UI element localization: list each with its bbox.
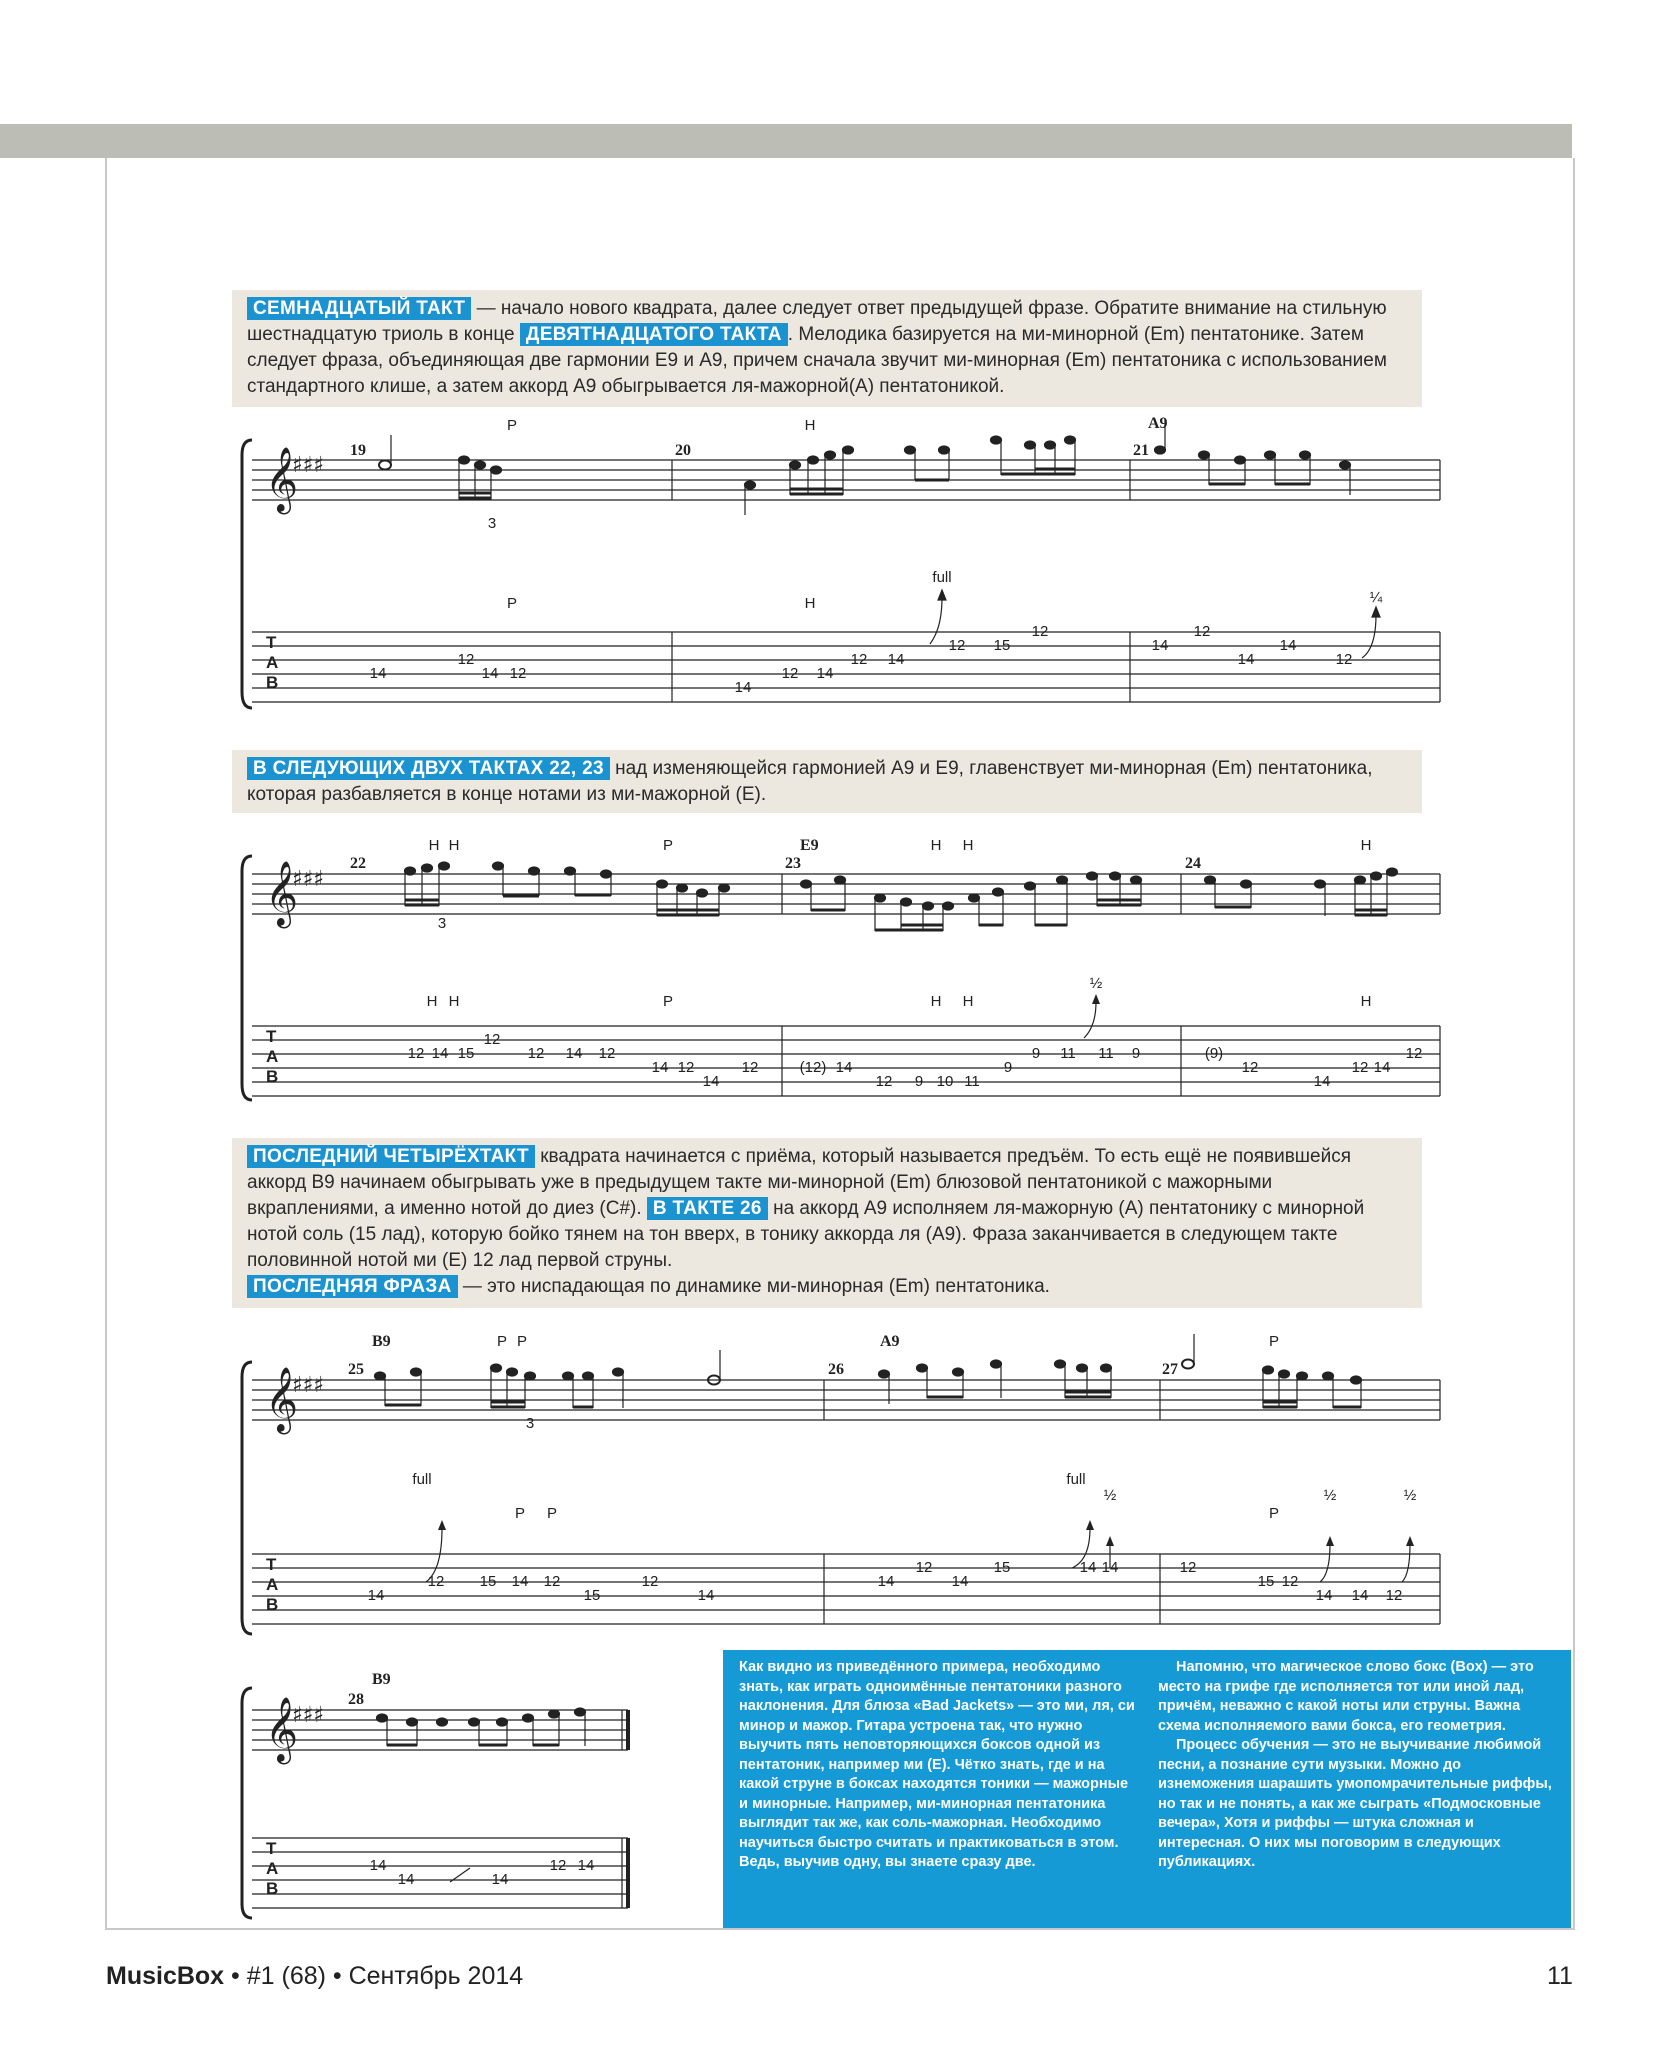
measure-number: 27 bbox=[1162, 1361, 1178, 1378]
tab-number: 14 bbox=[816, 665, 834, 682]
notation-system-3 bbox=[230, 1322, 1450, 1637]
tab-number: 15 bbox=[479, 1573, 497, 1590]
tab-number: (9) bbox=[1204, 1045, 1224, 1062]
tab-number: 9 bbox=[1031, 1045, 1041, 1062]
paragraph-text: квадрата начинается с приёма, который называется предъём. То есть ещё не появившейся аккорд B9 начинаем обыгрывать уже в предыдущем такте ми-минорной (Em) блюзовой пентатоникой с мажорными вкраплениями, а именно нотой до диез (C#). bbox=[247, 1146, 1352, 1219]
chord-symbol: E9 bbox=[800, 837, 819, 854]
svg-text:𝄞: 𝄞 bbox=[265, 1367, 299, 1432]
info-paragraph: Напомню, что магическое слово бокс (Box) — это место на грифе где исполняется тот или иной лад, причём, неважно с какой ноты или струны. Важна схема исполняемого вами бокса, его геометрия. bbox=[1158, 1659, 1534, 1734]
technique-mark: P bbox=[662, 837, 674, 854]
technique-mark: H bbox=[448, 837, 460, 854]
svg-text:B: B bbox=[266, 1879, 279, 1898]
notation-system-4 bbox=[230, 1668, 650, 1924]
tab-number: 14 bbox=[734, 679, 752, 696]
tab-number: 12 bbox=[875, 1073, 893, 1090]
tab-number: 10 bbox=[936, 1073, 954, 1090]
tab-number: 12 bbox=[1031, 623, 1049, 640]
tab-number: 12 bbox=[1405, 1045, 1423, 1062]
tab-number: 12 bbox=[850, 651, 868, 668]
tab-number: 14 bbox=[1315, 1587, 1333, 1604]
highlight-measure-19: ДЕВЯТНАДЦАТОГО ТАКТА bbox=[520, 323, 788, 346]
tab-number: 12 bbox=[509, 665, 527, 682]
tab-number: 15 bbox=[993, 1559, 1011, 1576]
tab-number: 12 bbox=[915, 1559, 933, 1576]
text-block-1 bbox=[232, 290, 1422, 407]
technique-mark: P bbox=[516, 1333, 528, 1350]
measure-number: 26 bbox=[828, 1361, 844, 1378]
chord-symbol: B9 bbox=[372, 1671, 391, 1688]
notation-system-1 bbox=[230, 410, 1450, 720]
page-number: 11 bbox=[1547, 1962, 1573, 1990]
svg-text:𝄞: 𝄞 bbox=[265, 861, 299, 926]
magazine-title: MusicBox bbox=[106, 1962, 225, 1990]
technique-mark: P bbox=[662, 993, 674, 1010]
tab-number: 14 bbox=[511, 1573, 529, 1590]
tab-number: 12 bbox=[677, 1059, 695, 1076]
svg-text:A: A bbox=[266, 1047, 279, 1066]
tab-number: 12 bbox=[527, 1045, 545, 1062]
tuplet-number: 3 bbox=[437, 915, 447, 932]
tab-number: 14 bbox=[877, 1573, 895, 1590]
svg-text:A: A bbox=[266, 653, 279, 672]
technique-mark: H bbox=[428, 837, 440, 854]
svg-text:A: A bbox=[266, 1859, 279, 1878]
footer-issue-info bbox=[106, 1962, 523, 1991]
measure-number: 24 bbox=[1185, 855, 1201, 872]
info-paragraph: Процесс обучения — это не выучивание любимой песни, а познание сути музыки. Можно до изнеможения шарашить умопомрачительные риффы, но так и не понять, а как же сыграть «Подмосковные вечера», Хотя и риффы — штука сложная и интересная. О них мы поговорим в следующих публикациях. bbox=[1158, 1737, 1552, 1870]
tuplet-number: 3 bbox=[487, 515, 497, 532]
text-block-2 bbox=[232, 750, 1422, 813]
tab-number: 12 bbox=[641, 1573, 659, 1590]
text-block-3 bbox=[232, 1138, 1422, 1308]
technique-mark: P bbox=[514, 1505, 526, 1522]
tab-number: 14 bbox=[369, 665, 387, 682]
tab-number: 9 bbox=[1003, 1059, 1013, 1076]
svg-text:𝄞: 𝄞 bbox=[265, 1697, 299, 1762]
technique-mark: H bbox=[804, 595, 816, 612]
technique-mark: H bbox=[448, 993, 460, 1010]
tab-number: 14 bbox=[1351, 1587, 1369, 1604]
notation-system-2 bbox=[230, 836, 1450, 1111]
tab-number: 14 bbox=[697, 1587, 715, 1604]
svg-text:𝄞: 𝄞 bbox=[265, 447, 299, 512]
svg-text:A: A bbox=[266, 1575, 279, 1594]
measure-number: 25 bbox=[348, 1361, 364, 1378]
tab-number: 14 bbox=[887, 651, 905, 668]
tab-number: 12 bbox=[1193, 623, 1211, 640]
tab-number: 12 bbox=[1179, 1559, 1197, 1576]
tab-number: 14 bbox=[1279, 637, 1297, 654]
tab-number: 14 bbox=[951, 1573, 969, 1590]
tab-number: 12 bbox=[948, 637, 966, 654]
tab-number: 14 bbox=[397, 1871, 415, 1888]
measure-number: 19 bbox=[350, 442, 366, 459]
bend-label: ½ bbox=[1403, 1487, 1417, 1504]
svg-text:♯♯♯: ♯♯♯ bbox=[292, 453, 324, 478]
tab-number: 12 bbox=[1241, 1059, 1259, 1076]
tab-number: 14 bbox=[577, 1857, 595, 1874]
technique-mark: P bbox=[1268, 1333, 1280, 1350]
highlight-measure-17: СЕМНАДЦАТЫЙ ТАКТ bbox=[247, 297, 471, 320]
technique-mark: P bbox=[496, 1333, 508, 1350]
info-column-left bbox=[739, 1658, 1136, 1920]
technique-mark: H bbox=[1360, 993, 1372, 1010]
tab-number: 14 bbox=[702, 1073, 720, 1090]
chord-symbol: A9 bbox=[880, 1333, 900, 1350]
svg-text:♯♯♯: ♯♯♯ bbox=[292, 1703, 324, 1728]
tab-number: 12 bbox=[1281, 1573, 1299, 1590]
tab-number: 12 bbox=[1351, 1059, 1369, 1076]
measure-number: 21 bbox=[1133, 442, 1149, 459]
tab-number: 14 bbox=[369, 1857, 387, 1874]
technique-mark: P bbox=[1268, 1505, 1280, 1522]
svg-text:B: B bbox=[266, 1067, 279, 1086]
bend-label: full bbox=[1066, 1471, 1086, 1488]
technique-mark: P bbox=[546, 1505, 558, 1522]
info-column-right bbox=[1158, 1658, 1555, 1920]
svg-text:T: T bbox=[266, 1027, 277, 1046]
technique-mark: H bbox=[962, 993, 974, 1010]
tab-number: 9 bbox=[1131, 1045, 1141, 1062]
technique-mark: P bbox=[506, 595, 518, 612]
tab-number: 14 bbox=[481, 665, 499, 682]
bend-label: ½ bbox=[1103, 1487, 1117, 1504]
technique-mark: H bbox=[962, 837, 974, 854]
tab-number: 12 bbox=[407, 1045, 425, 1062]
svg-text:T: T bbox=[266, 633, 277, 652]
tuplet-number: 3 bbox=[525, 1415, 535, 1432]
tab-number: 14 bbox=[835, 1059, 853, 1076]
tab-number: 15 bbox=[993, 637, 1011, 654]
tab-number: (12) bbox=[799, 1059, 827, 1076]
paragraph-text: на аккорд A9 исполняем ля-мажорную (A) пентатонику с минорной нотой соль (15 лад), которую бойко тянем на тон вверх, в тонику аккорда ля (A9). Фраза заканчивается в следующем такте половинной нотой ми (E) 12 лад первой струны. bbox=[247, 1198, 1365, 1271]
highlight-measures-22-23: В СЛЕДУЮЩИХ ДВУХ ТАКТАХ 22, 23 bbox=[247, 757, 610, 780]
paragraph-text: — это ниспадающая по динамике ми-минорная (Em) пентатоника. bbox=[457, 1276, 1050, 1297]
measure-number: 23 bbox=[785, 855, 801, 872]
bend-label: ¼ bbox=[1369, 589, 1383, 606]
technique-mark: H bbox=[1360, 837, 1372, 854]
measure-number: 28 bbox=[348, 1691, 364, 1708]
tab-number: 14 bbox=[651, 1059, 669, 1076]
svg-text:♯♯♯: ♯♯♯ bbox=[292, 867, 324, 892]
tab-number: 15 bbox=[1257, 1573, 1275, 1590]
tab-number: 11 bbox=[964, 1073, 980, 1090]
tab-number: 14 bbox=[1237, 651, 1255, 668]
svg-text:T: T bbox=[266, 1839, 277, 1858]
info-paragraph: Как видно из приведённого примера, необходимо знать, как играть одноимённые пентатоники разного наклонения. Для блюза «Bad Jackets» — это ми, ля, си минор и мажор. Гитара устроена так, что нужно выучить пять неповторяющихся боксов одной из пентатоник, например ми (E). Чётко знать, где и на какой струне в боксах находятся тоники — мажорные и минорные. Например, ми-минорная пентатоника выглядит так же, как соль-мажорная. Необходимо научиться быстро считать и практиковаться в этом. Ведь, выучив одну, вы знаете сразу две. bbox=[739, 1659, 1135, 1870]
tab-number: 12 bbox=[598, 1045, 616, 1062]
tab-number: 12 bbox=[741, 1059, 759, 1076]
tab-number: 14 bbox=[431, 1045, 449, 1062]
tab-number: 15 bbox=[457, 1045, 475, 1062]
tab-number: 14 bbox=[1151, 637, 1169, 654]
highlight-measure-26: В ТАКТЕ 26 bbox=[647, 1197, 768, 1220]
tab-number: 14 bbox=[1313, 1073, 1331, 1090]
tab-number: 12 bbox=[543, 1573, 561, 1590]
technique-mark: H bbox=[930, 837, 942, 854]
tab-number: 12 bbox=[549, 1857, 567, 1874]
tab-number: 14 bbox=[565, 1045, 583, 1062]
tab-number: 12 bbox=[1335, 651, 1353, 668]
tab-number: 14 bbox=[1101, 1559, 1119, 1576]
svg-text:B: B bbox=[266, 673, 279, 692]
tab-number: 11 bbox=[1098, 1045, 1114, 1062]
tab-number: 12 bbox=[457, 651, 475, 668]
tab-number: 12 bbox=[427, 1573, 445, 1590]
measure-number: 22 bbox=[350, 855, 366, 872]
paragraph-text: над изменяющейся гармонией A9 и E9, главенствует ми-минорная (Em) пентатоника, которая разбавляется в конце нотами из ми-мажорной (E). bbox=[247, 758, 1373, 805]
tab-number: 14 bbox=[491, 1871, 509, 1888]
svg-text:B: B bbox=[266, 1595, 279, 1614]
svg-text:T: T bbox=[266, 1555, 277, 1574]
bend-label: full bbox=[932, 569, 952, 586]
highlight-last-phrase: ПОСЛЕДНЯЯ ФРАЗА bbox=[247, 1275, 458, 1298]
bend-label: ½ bbox=[1089, 975, 1103, 992]
highlight-last-four-bars: ПОСЛЕДНИЙ ЧЕТЫРЁХТАКТ bbox=[247, 1145, 535, 1168]
tab-number: 15 bbox=[583, 1587, 601, 1604]
tab-number: 12 bbox=[483, 1031, 501, 1048]
measure-number: 20 bbox=[675, 442, 691, 459]
info-box bbox=[723, 1650, 1571, 1928]
header-bar bbox=[0, 124, 1572, 158]
tab-number: 14 bbox=[1079, 1559, 1097, 1576]
tab-number: 12 bbox=[1385, 1587, 1403, 1604]
bend-label: full bbox=[412, 1471, 432, 1488]
issue-text: • #1 (68) • Сентябрь 2014 bbox=[224, 1962, 524, 1990]
tab-number: 14 bbox=[1373, 1059, 1391, 1076]
tab-number: 12 bbox=[781, 665, 799, 682]
tab-number: 9 bbox=[914, 1073, 924, 1090]
chord-symbol: A9 bbox=[1148, 415, 1168, 432]
bend-label: ½ bbox=[1323, 1487, 1337, 1504]
tab-number: 11 bbox=[1060, 1045, 1076, 1062]
paragraph-text: — начало нового квадрата, далее следует ответ предыдущей фразе. Обратите внимание на стильную шестнадцатую триоль в конце bbox=[247, 298, 1387, 345]
svg-text:♯♯♯: ♯♯♯ bbox=[292, 1373, 324, 1398]
paragraph-text: . Мелодика базируется на ми-минорной (Em) пентатонике. Затем следует фраза, объединяющая две гармонии E9 и A9, причем сначала звучит ми-минорная (Em) пентатоника с использованием стандартного клише, а затем аккорд A9 обыгрывается ля-мажорной(A) пентатоникой. bbox=[247, 324, 1387, 397]
technique-mark: H bbox=[804, 417, 816, 434]
tab-number: 14 bbox=[367, 1587, 385, 1604]
chord-symbol: B9 bbox=[372, 1333, 391, 1350]
technique-mark: H bbox=[426, 993, 438, 1010]
technique-mark: H bbox=[930, 993, 942, 1010]
technique-mark: P bbox=[506, 417, 518, 434]
